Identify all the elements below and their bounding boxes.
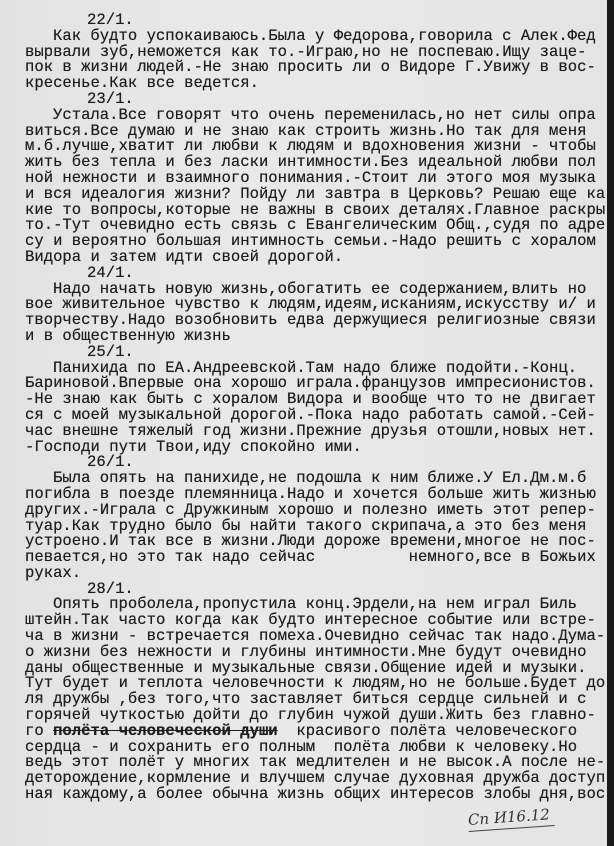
- handwritten-signature: Сп И16.12: [467, 805, 554, 832]
- text-line: ведь этот полёт у многих так медлителен и не высок.А после не-: [25, 753, 606, 772]
- struck-text: полёта человеческой души: [53, 721, 278, 740]
- text-line: м.б.лучше,хватит ли любви к людям и вдохновения жизни - чтобы: [25, 137, 596, 156]
- entry-date: 22/1.: [87, 11, 134, 29]
- text-line: су и вероятно большая интимность семьи.-Надо решить с хоралом: [25, 232, 596, 251]
- text-line: других.-Играла с Дружкиным хорошо и полезно иметь этот репер-: [25, 500, 596, 519]
- text-line: кие то вопросы,которые не важны в своих деталях.Главное раскры: [25, 200, 606, 219]
- entry-date: 26/1.: [87, 453, 134, 472]
- text-line: сердца - и сохранить его полным полёта любви к человеку.Но: [25, 737, 578, 756]
- text-line: кресенье.Как все ведется.: [25, 74, 259, 93]
- text-line: Бариновой.Впервые она хорошо играла.французов импресионистов.: [25, 374, 596, 393]
- text-segment: го: [25, 721, 54, 740]
- scan-edge: [607, 0, 614, 846]
- text-segment: красивого полёта человеческого: [277, 721, 578, 740]
- text-line: певается,но это так надо сейчас немного,все в Божьих: [25, 548, 596, 567]
- entry-date: 24/1.: [87, 263, 134, 282]
- diary-text: [25, 13, 614, 803]
- entry-date: 23/1.: [87, 89, 134, 108]
- text-line: о жизни без нежности и глубины интимности.Мне будут очевидно: [25, 642, 587, 661]
- text-line: горячей чуткостью дойти до глубин чужой души.Жить без главно-: [25, 706, 596, 725]
- text-line: Устала.Все говорят что очень переменилась,но нет силы опра: [53, 105, 596, 124]
- text-line: и в общественную жизнь: [25, 326, 231, 345]
- text-line: руках.: [25, 563, 82, 582]
- text-line: даны общественные и музыкальные связи.Общение идей и музыки.: [25, 658, 587, 677]
- text-line: Как будто успокаиваюсь.Была у Федорова,говорила с Алек.Фед: [53, 26, 596, 45]
- text-line: ся с моей музыкальной дорогой.-Пока надо работать самой.-Сей-: [25, 405, 596, 424]
- text-line: штейн.Так часто когда как будто интересное событие или встре-: [25, 611, 596, 630]
- text-line: погибла в поезде племянница.Надо и хочется больше жить жизнью: [25, 484, 596, 503]
- text-line: деторождение,кормление и влучшем случае духовная дружба доступ: [25, 769, 606, 788]
- text-line: творчеству.Надо возобновить едва держущиеся религиозные связи: [25, 311, 596, 330]
- text-line: виться.Все думаю и не знаю как строить жизнь.Но так для меня: [25, 121, 587, 140]
- text-line: устроено.И так все в жизни.Люди дороже времени,многое не пос-: [25, 532, 596, 551]
- text-line: ной нежности и взаимного понимания.-Стоит ли этого моя музыка: [25, 168, 596, 187]
- text-line: туар.Как трудно было бы найти такого скрипача,а это без меня: [25, 516, 587, 535]
- text-line: -Не знаю как быть с хоралом Видора и вообще что то не двигает: [25, 390, 596, 409]
- text-line: Панихида по ЕА.Андреевской.Там надо ближе подойти.-Конц.: [53, 358, 578, 377]
- text-line: Видора и затем идти своей дорогой.: [25, 247, 344, 266]
- text-line: вырвали зуб,неможется как то.-Играю,но не поспеваю.Ищу заце-: [25, 42, 587, 61]
- text-line: ча в жизни - встречается помеха.Очевидно сейчас так надо.Дума-: [25, 627, 606, 646]
- text-line: жить без тепла и без ласки интимности.Без идеальной любви пол: [25, 153, 596, 172]
- text-line: пок в жизни людей.-Не знаю просить ли о Видоре Г.Увижу в вос-: [25, 58, 596, 77]
- entry-date: 28/1.: [87, 579, 134, 598]
- text-line: ля дружбы ,без того,что заставляет биться сердце сильней и с: [25, 690, 587, 709]
- text-line: вое живительное чувство к людям,идеям,исканиям,искусству и/ и: [25, 295, 596, 314]
- text-line: ная каждому,а более обычна жизнь общих интересов злобы дня,вос: [25, 785, 606, 804]
- text-line: и вся идеалогия жизни? Пойду ли завтра в Церковь? Решаю еще ка: [25, 184, 606, 203]
- text-line: -Господи пути Твои,иду спокойно ими.: [25, 437, 362, 456]
- text-line: то.-Тут очевидно есть связь с Евангелическим Общ.,судя по адре: [25, 216, 606, 235]
- text-line: час внешне тяжелый год жизни.Прежние друзья отошли,новых нет.: [25, 421, 596, 440]
- text-line: Опять проболела,пропустила конц.Эрдели,на нем играл Биль: [53, 595, 578, 614]
- entry-date: 25/1.: [87, 342, 134, 361]
- text-line: Надо начать новую жизнь,обогатить ее содержанием,влить но: [53, 279, 587, 298]
- text-line: Была опять на панихиде,не подошла к ним ближе.У Ел.Дм.м.б: [53, 469, 587, 488]
- text-line: Тут будет и теплота человечности к людям,но не больше.Будет до: [25, 674, 606, 693]
